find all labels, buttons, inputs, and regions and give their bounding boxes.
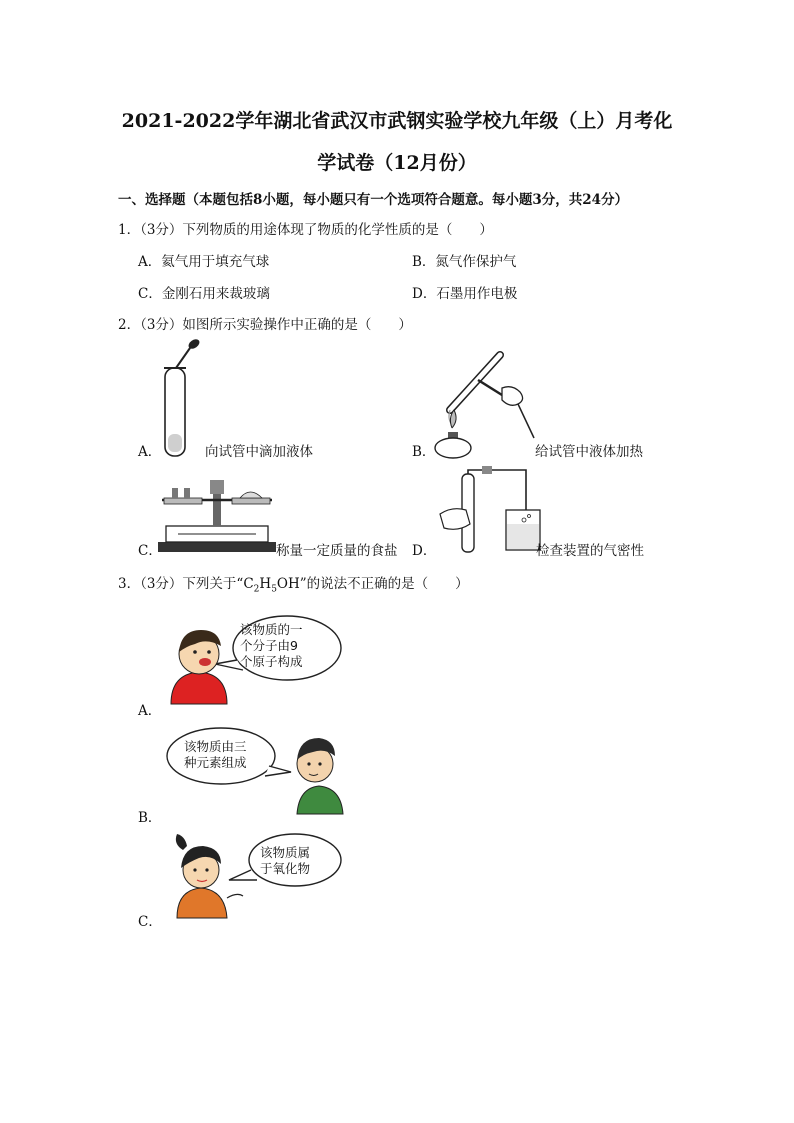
balance-scale-icon <box>158 476 278 556</box>
q3-option-c-label: C． <box>138 914 162 930</box>
q2-option-b-label: B． <box>412 444 436 460</box>
girl-speaking-icon <box>165 828 345 920</box>
q2-option-d-caption: 检查装置的气密性 <box>536 543 644 559</box>
q3-a-bubble: 该物质的一 个分子由9 个原子构成 <box>240 622 303 669</box>
q2-option-a-caption: 向试管中滴加液体 <box>205 444 313 460</box>
q3-c-bubble: 该物质属 于氧化物 <box>260 845 311 876</box>
q1-option-c: C．金刚石用来裁玻璃 <box>138 286 270 302</box>
q2-option-c-label: C． <box>138 543 162 559</box>
q1-option-d: D．石墨用作电极 <box>412 286 518 302</box>
airtightness-apparatus-icon <box>436 466 546 558</box>
alcohol-lamp-heating-icon <box>430 340 540 460</box>
q3-b-bubble: 该物质由三 种元素组成 <box>184 739 247 770</box>
exam-title-line2: 学试卷（12月份） <box>317 152 477 174</box>
q3-option-a-label: A． <box>138 703 162 719</box>
q2-option-b-caption: 给试管中液体加热 <box>535 444 643 460</box>
q1-option-b: B．氮气作保护气 <box>412 254 517 270</box>
question-3-stem: 3．（3分）下列关于“$C_2H_5OH$”的说法不正确的是（ ） <box>118 576 469 595</box>
q3-option-b-label: B． <box>138 810 162 826</box>
question-1-stem: 1．（3分）下列物质的用途体现了物质的化学性质的是（ ） <box>118 222 493 238</box>
question-2-stem: 2．（3分）如图所示实验操作中正确的是（ ） <box>118 317 412 333</box>
exam-title-line1: 2021-2022学年湖北省武汉市武钢实验学校九年级（上）月考化 <box>121 110 673 132</box>
q2-option-d-label: D． <box>412 543 437 559</box>
q1-option-a: A．氦气用于填充气球 <box>138 254 270 270</box>
section-heading: 一、选择题（本题包括8小题，每小题只有一个选项符合题意。每小题3分，共24分） <box>118 192 629 208</box>
q2-option-c-caption: 称量一定质量的食盐 <box>276 543 398 559</box>
q2-option-a-label: A． <box>138 444 162 460</box>
dropper-test-tube-icon <box>160 338 200 458</box>
